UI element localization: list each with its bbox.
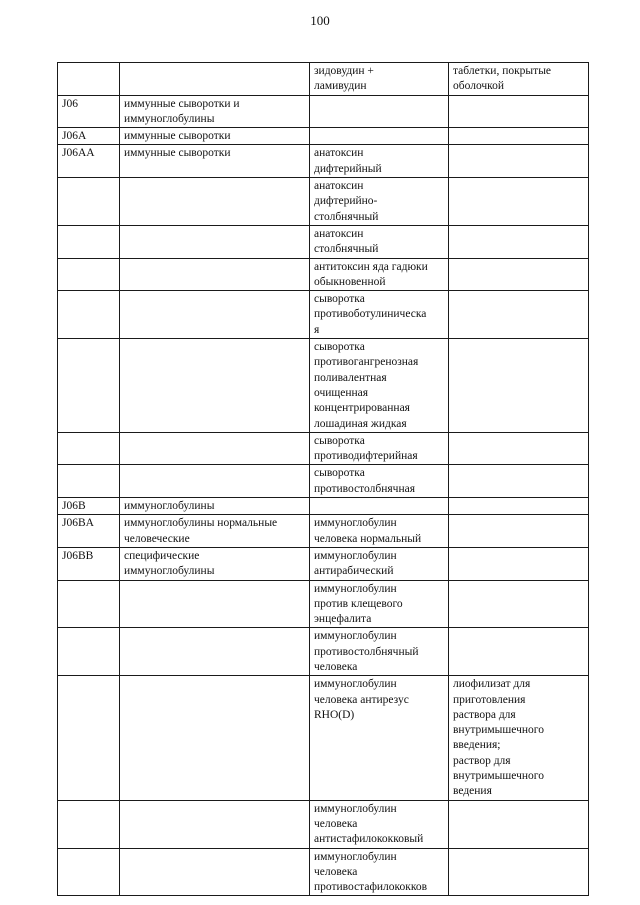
table-row: [58, 432, 589, 465]
atc-code-cell: [58, 291, 120, 339]
table-body: [58, 63, 589, 896]
anatomical-group-cell: [120, 547, 310, 580]
table-row: [58, 498, 589, 515]
drug-name-cell-text: анатоксин столбнячный: [314, 227, 379, 256]
atc-code-cell-text: J06BB: [62, 549, 94, 562]
anatomical-group-cell: [120, 580, 310, 628]
atc-code-cell: [58, 128, 120, 145]
dosage-form-cell: [449, 145, 589, 178]
table-row: [58, 628, 589, 676]
medication-table: [57, 62, 589, 896]
drug-name-cell: [310, 339, 449, 433]
anatomical-group-cell: [120, 95, 310, 128]
drug-name-cell: [310, 63, 449, 96]
dosage-form-cell: [449, 515, 589, 548]
drug-name-cell: [310, 95, 449, 128]
anatomical-group-cell-text: иммунные сыворотки: [124, 147, 231, 160]
drug-name-cell-text: анатоксин дифтерийный: [314, 147, 382, 175]
dosage-form-cell: [449, 628, 589, 676]
dosage-form-cell: [449, 432, 589, 465]
dosage-form-cell: [449, 498, 589, 515]
table-row: [58, 515, 589, 548]
drug-name-cell: [310, 628, 449, 676]
anatomical-group-cell: [120, 432, 310, 465]
drug-name-cell: [310, 800, 449, 848]
anatomical-group-cell: [120, 291, 310, 339]
dosage-form-cell: [449, 465, 589, 498]
anatomical-group-cell: [120, 128, 310, 145]
drug-name-cell-text: зидовудин + ламивудин: [314, 65, 374, 93]
dosage-form-cell: [449, 676, 589, 800]
atc-code-cell: [58, 676, 120, 800]
atc-code-cell: [58, 498, 120, 515]
drug-name-cell: [310, 432, 449, 465]
drug-name-cell-text: иммуноглобулин человека антистафилококковый: [314, 802, 424, 846]
table-row: [58, 800, 589, 848]
table-row: [58, 339, 589, 433]
drug-name-cell: [310, 465, 449, 498]
atc-code-cell-text: J06: [62, 97, 78, 110]
dosage-form-cell-text: лиофилизат для приготовления раствора для внутримышечного введения; раствор для внутримышечного ведения: [453, 678, 544, 798]
anatomical-group-cell: [120, 145, 310, 178]
anatomical-group-cell: [120, 63, 310, 96]
table-row: [58, 95, 589, 128]
dosage-form-cell: [449, 339, 589, 433]
atc-code-cell: [58, 258, 120, 291]
dosage-form-cell: [449, 580, 589, 628]
drug-name-cell-text: иммуноглобулин антирабический: [314, 549, 397, 578]
anatomical-group-cell-text: иммуноглобулины: [124, 500, 215, 513]
atc-code-cell: [58, 178, 120, 226]
drug-name-cell-text: сыворотка противостолбнячная: [314, 467, 416, 495]
table-row: [58, 580, 589, 628]
anatomical-group-cell: [120, 339, 310, 433]
anatomical-group-cell-text: иммунные сыворотки и иммуноглобулины: [124, 97, 240, 125]
drug-name-cell-text: сыворотка противоботулиническа я: [314, 293, 427, 336]
dosage-form-cell: [449, 128, 589, 145]
anatomical-group-cell-text: иммунные сыворотки: [124, 130, 231, 143]
anatomical-group-cell: [120, 800, 310, 848]
atc-code-cell-text: J06BA: [62, 517, 94, 530]
drug-name-cell: [310, 145, 449, 178]
atc-code-cell: [58, 628, 120, 676]
drug-name-cell: [310, 515, 449, 548]
drug-name-cell-text: иммуноглобулин против клещевого энцефалита: [314, 582, 403, 626]
anatomical-group-cell-text: иммуноглобулины нормальные человеческие: [124, 517, 278, 545]
table-row: [58, 848, 589, 896]
table-row: [58, 547, 589, 580]
atc-code-cell: [58, 339, 120, 433]
drug-name-cell: [310, 498, 449, 515]
drug-name-cell-text: иммуноглобулин человека противостафилококков: [314, 850, 428, 894]
drug-name-cell: [310, 225, 449, 258]
table-row: [58, 128, 589, 145]
anatomical-group-cell: [120, 465, 310, 498]
drug-name-cell-text: иммуноглобулин человека антирезус RHO(D): [314, 678, 409, 721]
anatomical-group-cell: [120, 498, 310, 515]
atc-code-cell: [58, 848, 120, 896]
table-row: [58, 145, 589, 178]
atc-code-cell-text: J06AA: [62, 147, 95, 160]
atc-code-cell: [58, 225, 120, 258]
drug-name-cell-text: анатоксин дифтерийно- столбнячный: [314, 180, 379, 223]
drug-name-cell: [310, 676, 449, 800]
anatomical-group-cell: [120, 515, 310, 548]
dosage-form-cell-text: таблетки, покрытые оболочкой: [453, 65, 552, 93]
atc-code-cell: [58, 547, 120, 580]
atc-code-cell-text: J06A: [62, 130, 87, 143]
dosage-form-cell: [449, 95, 589, 128]
atc-code-cell: [58, 580, 120, 628]
atc-code-cell: [58, 800, 120, 848]
drug-name-cell: [310, 291, 449, 339]
anatomical-group-cell: [120, 178, 310, 226]
drug-name-cell: [310, 580, 449, 628]
table-row: [58, 676, 589, 800]
drug-name-cell: [310, 258, 449, 291]
drug-name-cell-text: иммуноглобулин противостолбнячный человека: [314, 630, 419, 673]
dosage-form-cell: [449, 291, 589, 339]
drug-name-cell: [310, 547, 449, 580]
dosage-form-cell: [449, 178, 589, 226]
table-row: [58, 258, 589, 291]
drug-name-cell-text: сыворотка противогангренозная поливалентная очищенная концентрированная лошадиная жидкая: [314, 341, 419, 430]
anatomical-group-cell: [120, 848, 310, 896]
atc-code-cell: [58, 465, 120, 498]
anatomical-group-cell: [120, 628, 310, 676]
dosage-form-cell: [449, 547, 589, 580]
atc-code-cell: [58, 63, 120, 96]
table-row: [58, 291, 589, 339]
table-row: [58, 225, 589, 258]
drug-name-cell: [310, 178, 449, 226]
drug-name-cell-text: иммуноглобулин человека нормальный: [314, 517, 422, 545]
atc-code-cell-text: J06B: [62, 500, 86, 513]
dosage-form-cell: [449, 800, 589, 848]
anatomical-group-cell-text: специфические иммуноглобулины: [124, 549, 215, 578]
drug-name-cell-text: антитоксин яда гадюки обыкновенной: [314, 260, 428, 288]
drug-name-cell-text: сыворотка противодифтерийная: [314, 434, 418, 463]
anatomical-group-cell: [120, 258, 310, 291]
drug-name-cell: [310, 848, 449, 896]
anatomical-group-cell: [120, 225, 310, 258]
atc-code-cell: [58, 95, 120, 128]
dosage-form-cell: [449, 225, 589, 258]
drug-name-cell: [310, 128, 449, 145]
atc-code-cell: [58, 432, 120, 465]
atc-code-cell: [58, 145, 120, 178]
dosage-form-cell: [449, 848, 589, 896]
table-row: [58, 63, 589, 96]
table-row: [58, 465, 589, 498]
table-row: [58, 178, 589, 226]
dosage-form-cell: [449, 258, 589, 291]
atc-code-cell: [58, 515, 120, 548]
dosage-form-cell: [449, 63, 589, 96]
anatomical-group-cell: [120, 676, 310, 800]
page-number: 100: [310, 13, 330, 28]
